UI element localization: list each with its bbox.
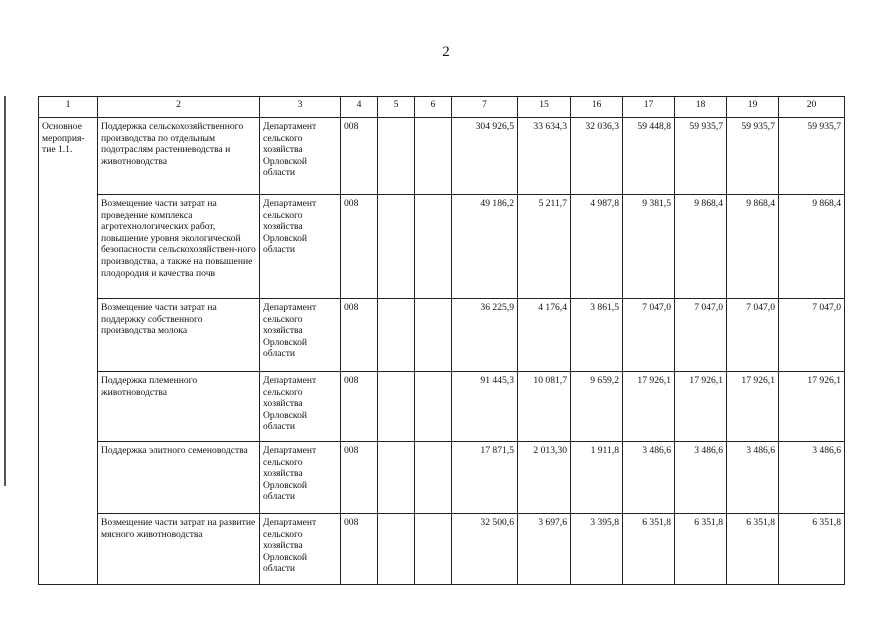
code-cell: 008 xyxy=(341,118,378,195)
code-cell: 008 xyxy=(341,442,378,514)
value-cell: 7 047,0 xyxy=(675,299,727,372)
empty-cell xyxy=(415,118,452,195)
value-cell: 59 935,7 xyxy=(779,118,845,195)
activity-cell: Поддержка элитного семеноводства xyxy=(98,442,260,514)
value-cell: 9 381,5 xyxy=(623,195,675,299)
empty-cell xyxy=(378,514,415,585)
empty-cell xyxy=(378,299,415,372)
value-cell: 3 486,6 xyxy=(779,442,845,514)
value-cell: 1 911,8 xyxy=(571,442,623,514)
empty-cell xyxy=(415,299,452,372)
value-cell: 3 486,6 xyxy=(727,442,779,514)
activity-cell: Возмещение части затрат на поддержку собственного производства молока xyxy=(98,299,260,372)
code-cell: 008 xyxy=(341,514,378,585)
code-cell: 008 xyxy=(341,195,378,299)
value-cell: 5 211,7 xyxy=(518,195,571,299)
empty-cell xyxy=(415,514,452,585)
executor-cell: Департамент сельского хозяйства Орловской области xyxy=(260,299,341,372)
empty-cell xyxy=(415,195,452,299)
value-cell: 17 871,5 xyxy=(452,442,518,514)
value-cell: 3 697,6 xyxy=(518,514,571,585)
table-row xyxy=(39,442,845,514)
column-header: 4 xyxy=(341,97,378,118)
value-cell: 7 047,0 xyxy=(779,299,845,372)
value-cell: 6 351,8 xyxy=(623,514,675,585)
executor-cell: Департамент сельского хозяйства Орловской области xyxy=(260,195,341,299)
activity-cell: Поддержка племенного животноводства xyxy=(98,372,260,442)
value-cell: 9 868,4 xyxy=(779,195,845,299)
table-row xyxy=(39,514,845,585)
value-cell: 36 225,9 xyxy=(452,299,518,372)
header-row xyxy=(39,97,845,118)
code-cell: 008 xyxy=(341,372,378,442)
value-cell: 2 013,30 xyxy=(518,442,571,514)
value-cell: 32 500,6 xyxy=(452,514,518,585)
value-cell: 4 176,4 xyxy=(518,299,571,372)
table-row xyxy=(39,118,845,195)
empty-cell xyxy=(378,442,415,514)
value-cell: 49 186,2 xyxy=(452,195,518,299)
column-header: 5 xyxy=(378,97,415,118)
page-number: 2 xyxy=(442,44,450,60)
empty-cell xyxy=(415,372,452,442)
executor-cell: Департамент сельского хозяйства Орловской области xyxy=(260,514,341,585)
value-cell: 32 036,3 xyxy=(571,118,623,195)
value-cell: 91 445,3 xyxy=(452,372,518,442)
empty-cell xyxy=(415,442,452,514)
value-cell: 4 987,8 xyxy=(571,195,623,299)
activity-cell: Поддержка сельскохозяйственного производства по отдельным подотраслям растениеводства и животноводства xyxy=(98,118,260,195)
value-cell: 3 861,5 xyxy=(571,299,623,372)
column-header: 17 xyxy=(623,97,675,118)
value-cell: 6 351,8 xyxy=(779,514,845,585)
empty-cell xyxy=(378,372,415,442)
value-cell: 7 047,0 xyxy=(623,299,675,372)
empty-cell xyxy=(378,118,415,195)
value-cell: 9 868,4 xyxy=(727,195,779,299)
executor-cell: Департамент сельского хозяйства Орловской области xyxy=(260,118,341,195)
value-cell: 33 634,3 xyxy=(518,118,571,195)
page-edge-line xyxy=(4,96,6,486)
value-cell: 3 486,6 xyxy=(675,442,727,514)
column-header: 3 xyxy=(260,97,341,118)
column-header: 1 xyxy=(39,97,98,118)
column-header: 19 xyxy=(727,97,779,118)
executor-cell: Департамент сельского хозяйства Орловской области xyxy=(260,372,341,442)
value-cell: 3 395,8 xyxy=(571,514,623,585)
value-cell: 10 081,7 xyxy=(518,372,571,442)
value-cell: 7 047,0 xyxy=(727,299,779,372)
value-cell: 9 868,4 xyxy=(675,195,727,299)
value-cell: 9 659,2 xyxy=(571,372,623,442)
value-cell: 17 926,1 xyxy=(675,372,727,442)
value-cell: 17 926,1 xyxy=(779,372,845,442)
value-cell: 59 935,7 xyxy=(675,118,727,195)
value-cell: 17 926,1 xyxy=(623,372,675,442)
table-row xyxy=(39,299,845,372)
value-cell: 59 448,8 xyxy=(623,118,675,195)
column-header: 7 xyxy=(452,97,518,118)
code-cell: 008 xyxy=(341,299,378,372)
group-label-cell: Основное мероприя-тие 1.1. xyxy=(39,118,98,585)
executor-cell: Департамент сельского хозяйства Орловской области xyxy=(260,442,341,514)
value-cell: 3 486,6 xyxy=(623,442,675,514)
budget-table xyxy=(38,96,845,585)
value-cell: 59 935,7 xyxy=(727,118,779,195)
empty-cell xyxy=(378,195,415,299)
value-cell: 17 926,1 xyxy=(727,372,779,442)
value-cell: 6 351,8 xyxy=(675,514,727,585)
table-row xyxy=(39,195,845,299)
column-header: 6 xyxy=(415,97,452,118)
value-cell: 6 351,8 xyxy=(727,514,779,585)
activity-cell: Возмещение части затрат на развитие мясного животноводства xyxy=(98,514,260,585)
value-cell: 304 926,5 xyxy=(452,118,518,195)
column-header: 2 xyxy=(98,97,260,118)
column-header: 18 xyxy=(675,97,727,118)
activity-cell: Возмещение части затрат на проведение комплекса агротехнологических работ, повышение уровня экологической безопасности сельскохозяйствен-ного производства, а также на повышение плодородия и качества почв xyxy=(98,195,260,299)
column-header: 15 xyxy=(518,97,571,118)
table-row xyxy=(39,372,845,442)
column-header: 16 xyxy=(571,97,623,118)
column-header: 20 xyxy=(779,97,845,118)
